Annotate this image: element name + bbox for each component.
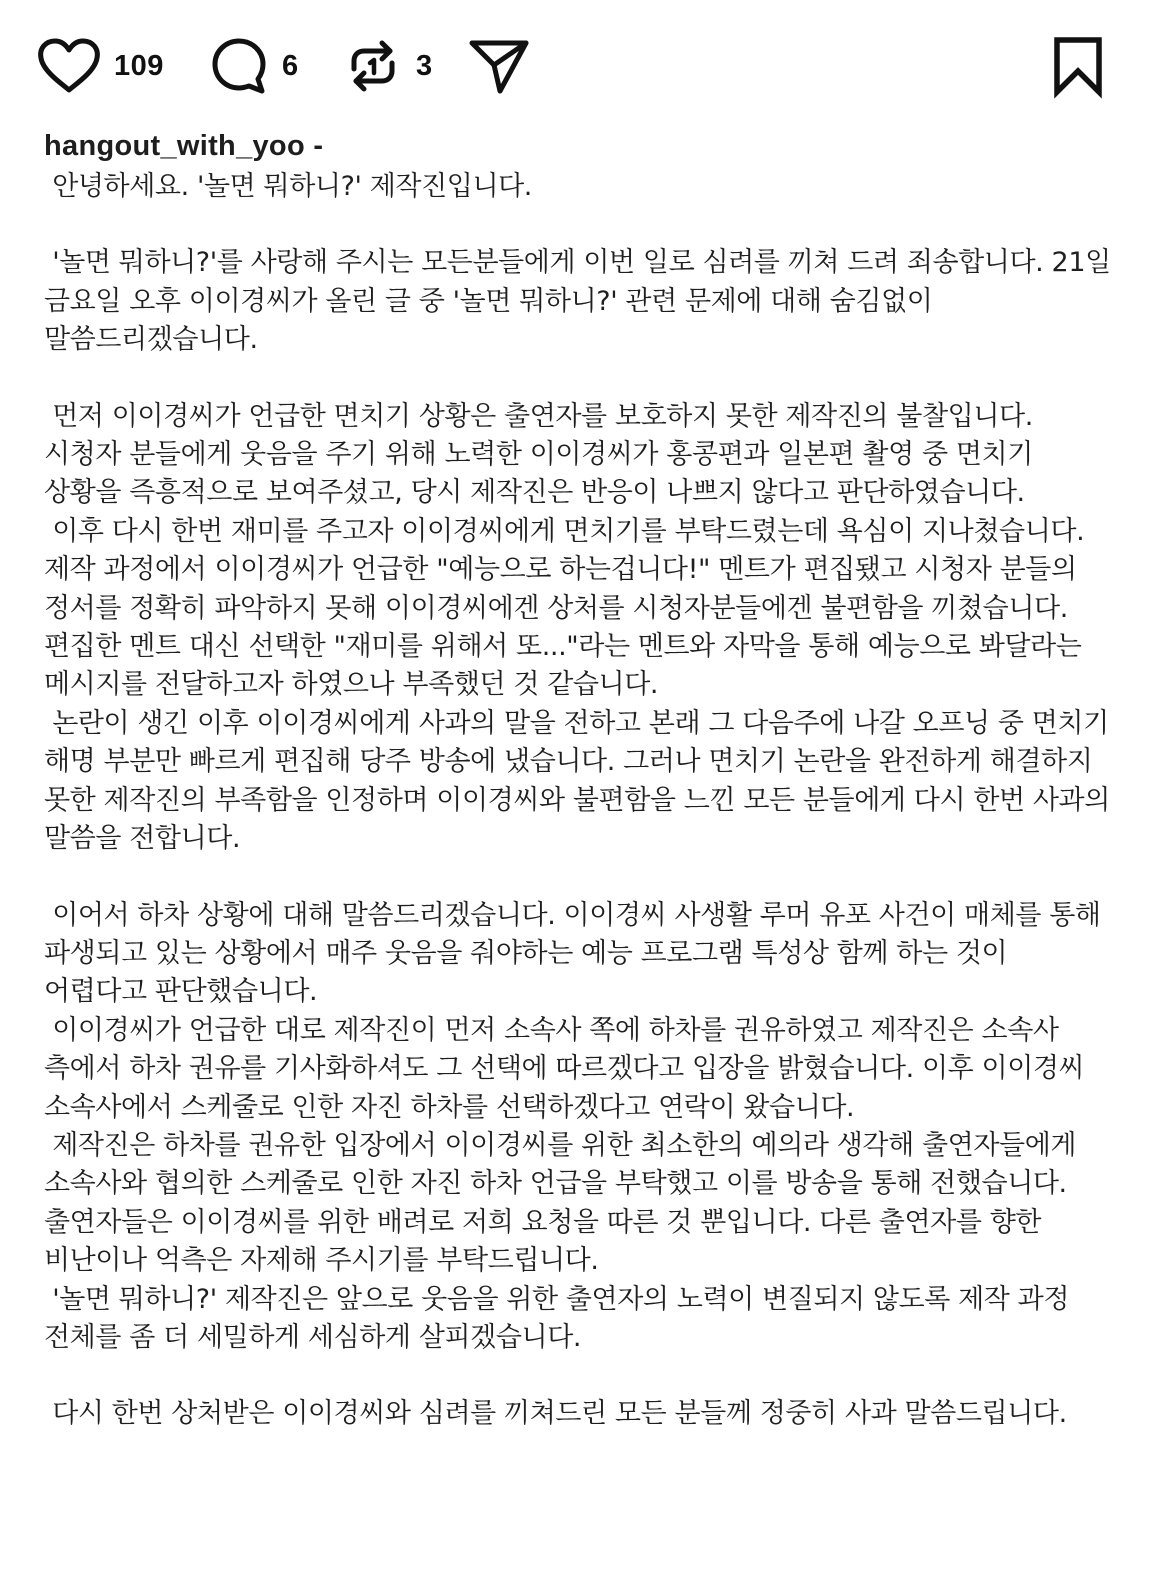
caption-paragraph-greeting: 안녕하세요. '놀면 뭐하니?' 제작진입니다. (44, 171, 532, 202)
repost-button[interactable] (342, 30, 433, 102)
caption-paragraph-closing: 다시 한번 상처받은 이이경씨와 심려를 끼쳐드린 모든 분들께 정중히 사과 말씀드립니다. (44, 1398, 1067, 1430)
post-caption (44, 124, 1119, 1434)
post-action-bar (36, 30, 1116, 102)
caption-body (44, 168, 1119, 1434)
share-button[interactable] (466, 30, 532, 102)
comment-icon (208, 35, 270, 97)
caption-paragraph-departure-cast: 제작진은 하차를 권유한 입장에서 이이경씨를 위한 최소한의 예의라 생각해 출연자들에게 소속사와 협의한 스케줄로 인한 자진 하차 언급을 부탁했고 이를 방송을 통해 전했습니다. 출연자들은 이이경씨를 위한 배려로 저희 요청을 따른 것 뿐입니다. 다른 출연자를 향한 비난이나 억측은 자제해 주시기를 부탁드립니다. (44, 1129, 1085, 1277)
caption-paragraph-noodle-situation: 먼저 이이경씨가 언급한 면치기 상황은 출연자를 보호하지 못한 제작진의 불찰입니다. 시청자 분들에게 웃음을 주기 위해 노력한 이이경씨가 홍콩편과 일본편 촬영 중 면치기 상황을 즉흥적으로 보여주셨고, 당시 제작진은 반응이 나쁘지 않다고 판단하였습니다. (44, 400, 1042, 509)
heart-icon (36, 36, 102, 96)
caption-paragraph-noodle-apology: 논란이 생긴 이후 이이경씨에게 사과의 말을 전하고 본래 그 다음주에 나갈 오프닝 중 면치기 해명 부분만 빠르게 편집해 당주 방송에 냈습니다. 그러나 면치기 논란을 완전하게 해결하지 못한 제작진의 부족함을 인정하며 이이경씨와 불편함을 느낀 모든 분들에게 다시 한번 사과의 말씀을 전합니다. (44, 707, 1119, 855)
caption-paragraph-noodle-editing: 이후 다시 한번 재미를 주고자 이이경씨에게 면치기를 부탁드렸는데 욕심이 지나쳤습니다. 제작 과정에서 이이경씨가 언급한 "예능으로 하는겁니다!" 멘트가 편집됐고 시청자 분들의 정서를 정확히 파악하지 못해 이이경씨에겐 상처를 시청자분들에겐 불편함을 끼쳤습니다. 편집한 멘트 대신 선택한 "재미를 위해서 또..."라는 멘트와 자막을 통해 예능으로 봐달라는 메시지를 전달하고자 하였으나 부족했던 것 같습니다. (44, 515, 1093, 701)
comment-button[interactable] (208, 30, 299, 102)
repost-count: 3 (416, 49, 433, 82)
caption-paragraph-future-commitment: '놀면 뭐하니?' 제작진은 앞으로 웃음을 위한 출연자의 노력이 변질되지 않도록 제작 과정 전체를 좀 더 세밀하게 세심하게 살피겠습니다. (44, 1283, 1078, 1353)
caption-paragraph-apology-intro: '놀면 뭐하니?'를 사랑해 주시는 모든분들에게 이번 일로 심려를 끼쳐 드려 죄송합니다. 21일 금요일 오후 이이경씨가 올린 글 중 '놀면 뭐하니?' 관련 문제에 대해 숨김없이 말씀드리겠습니다. (44, 247, 1119, 356)
caption-paragraph-departure-situation: 이어서 하차 상황에 대해 말씀드리겠습니다. 이이경씨 사생활 루머 유포 사건이 매체를 통해 파생되고 있는 상황에서 매주 웃음을 줘야하는 예능 프로그램 특성상 함께 하는 것이 어렵다고 판단했습니다. (44, 899, 1109, 1008)
save-button[interactable] (1050, 30, 1106, 102)
username-link[interactable]: hangout_with_yoo (44, 130, 305, 162)
like-button[interactable] (36, 30, 164, 102)
send-icon (466, 33, 532, 99)
username-separator: - (304, 130, 324, 162)
bookmark-icon (1050, 33, 1106, 99)
like-count: 109 (114, 49, 164, 82)
repost-icon (342, 35, 404, 97)
caption-paragraph-departure-agency: 이이경씨가 언급한 대로 제작진이 먼저 소속사 쪽에 하차를 권유하였고 제작진은 소속사 측에서 하차 권유를 기사화하셔도 그 선택에 따르겠다고 입장을 밝혔습니다. 이후 이이경씨 소속사에서 스케줄로 인한 자진 하차를 선택하겠다고 연락이 왔습니다. (44, 1014, 1093, 1123)
caption-header (44, 124, 1114, 168)
comment-count: 6 (282, 49, 299, 82)
